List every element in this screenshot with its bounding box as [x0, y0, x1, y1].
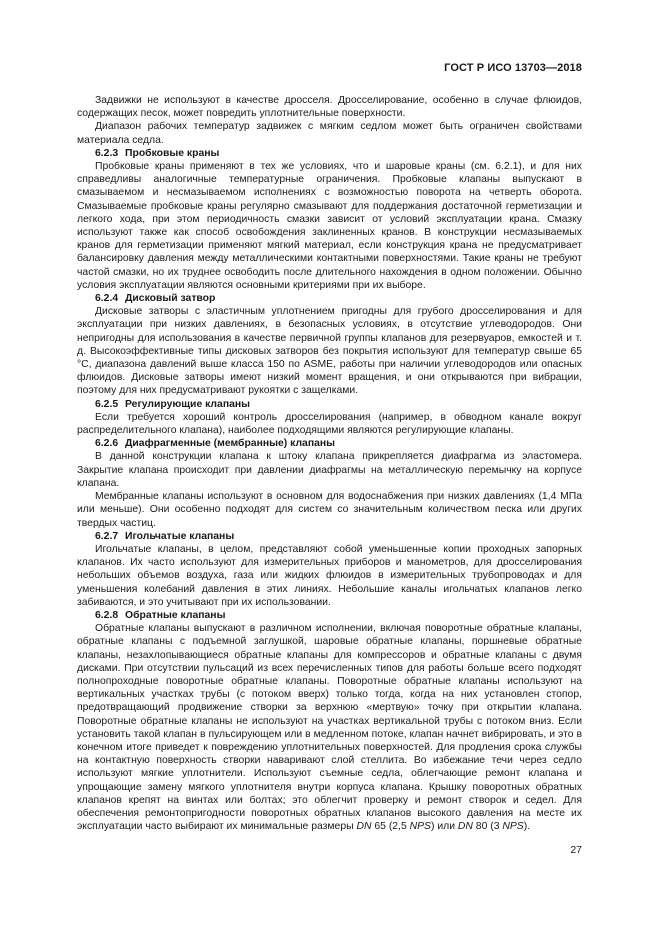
page-content [77, 94, 582, 833]
section-number: 6.2.4 [95, 293, 119, 305]
section-heading-6-2-3 [77, 147, 582, 160]
paragraph-text: Обратные клапаны выпускают в различном исполнении, включая поворотные обратные клапаны, обратные клапаны с подъемной заглушкой, шаровые обратные клапаны, поршневые обратные клапаны, незахлопывающиеся обратные клапаны для компрессоров и обратные клапаны с двумя дисками. При отсутствии пульсаций из всех перечисленных типов для работы больше всего подходят полнопроходные поворотные обратные клапаны. Поворотные обратные клапаны используют на вертикальных участках трубы (с потоком вверх) только тогда, когда на них установлен стопор, предотвращающий продвижение створки за верхнюю «мертвую» точку при открытии клапана. Поворотные обратные клапаны не используют на участках вертикальной трубы с потоком вниз. Если установить такой клапан в пульсирующем или в медленном потоке, клапан начнет вибрировать, и это в конечном итоге приведет к повреждению уплотнительных поверхностей. Для продления срока службы на контактную поверхность створки наваривают слой стеллита. Во избежание течи через седло используют мягкие уплотнители. Используют съемные седла, облегчающие ремонт клапана и упрощающие замену мягкого уплотнителя внутри корпуса клапана. Крышку поворотных обратных клапанов крепят на винтах или болтах; это облегчит проверку и ремонт створок и седел. Для обеспечения ремонтопригодности поворотных обратных клапанов высокого давления на месте их эксплуатации часто выбирают их минимальные размеры [77, 623, 582, 833]
section-6-2-8-paragraph-1 [77, 622, 582, 833]
dn-value: 80 (3 [472, 821, 503, 833]
standard-header: ГОСТ Р ИСО 13703—2018 [444, 62, 582, 74]
section-6-2-7-paragraph-1: Игольчатые клапаны, в целом, представляют собой уменьшенные копии проходных запорных клапанов. Их часто используют для измерительных приборов и манометров, для дросселирования небольших объемов воздуха, газа или жидких флюидов в измерительных трубопроводах и для уменьшения колебаний давления в этих линиях. Небольшие каналы игольчатых клапанов легко забиваются, и это учитывают при их использовании. [77, 543, 582, 608]
section-heading-6-2-6 [77, 437, 582, 450]
section-number: 6.2.5 [95, 398, 119, 410]
section-number: 6.2.7 [95, 530, 119, 542]
intro-paragraph-2: Диапазон рабочих температур задвижек с мягким седлом может быть ограничен свойствами материала седла. [77, 121, 582, 146]
section-title: Пробковые краны [125, 147, 220, 159]
section-title: Диафрагменные (мембранные) клапаны [125, 438, 336, 450]
dn-label: DN [457, 821, 473, 833]
section-heading-6-2-5 [77, 398, 582, 411]
section-6-2-6-paragraph-1: В данной конструкции клапана к штоку клапана прикрепляется диафрагма из эластомера. Закрытие клапана происходит при давлении диафрагмы на металлическую перемычку на корпусе клапана. [77, 451, 582, 489]
section-number: 6.2.6 [95, 438, 119, 450]
page-number: 27 [570, 844, 582, 856]
section-6-2-5-paragraph-1: Если требуется хороший контроль дросселирования (например, в обводном канале вокруг распределительного клапана), наиболее подходящими являются регулирующие клапаны. [77, 411, 582, 437]
section-6-2-4-paragraph-1: Дисковые затворы с эластичным уплотнением пригодны для грубого дросселирования и для эксплуатации при низких давлениях, в безопасных условиях, в отсутствие углеводородов. Они непригодны для использования в качестве первичной группы клапанов для резервуаров, емкостей и т. д. Высокоэффективные типы дисковых затворов без покрытия используют для температур свыше 65 °C, диапазона давлений выше класса 150 по ASME, работы при наличии углеводородов или опасных флюидов. Дисковые затворы имеют низкий момент вращения, и они открываются при вибрации, поэтому для них предусматривают рукоятки с защелками. [77, 306, 582, 397]
dn-value: 65 (2,5 [371, 821, 410, 833]
section-title: Обратные клапаны [125, 609, 226, 621]
paragraph-text: ). [523, 821, 531, 833]
nps-label: NPS [502, 821, 524, 833]
section-number: 6.2.3 [95, 147, 119, 159]
intro-paragraph-1: Задвижки не используют в качестве дросселя. Дросселирование, особенно в случае флюидов, содержащих песок, может повредить уплотнительные поверхности. [77, 95, 582, 120]
section-title: Игольчатые клапаны [125, 530, 235, 542]
section-number: 6.2.8 [95, 609, 119, 621]
section-6-2-6-paragraph-2: Мембранные клапаны используют в основном для водоснабжения при низких давлениях (1,4 МПа или меньше). Они особенно подходят для систем со значительным количеством песка или других твердых частиц. [77, 491, 582, 529]
section-title: Регулирующие клапаны [125, 398, 251, 410]
dn-label: DN [356, 821, 372, 833]
section-heading-6-2-7 [77, 530, 582, 543]
paragraph-text: ) или [430, 821, 458, 833]
nps-label: NPS [409, 821, 431, 833]
section-heading-6-2-4 [77, 292, 582, 305]
section-title: Дисковый затвор [125, 293, 216, 305]
section-6-2-3-paragraph-1: Пробковые краны применяют в тех же условиях, что и шаровые краны (см. 6.2.1), и для них справедливы аналогичные температурные ограничения. Пробковые клапаны выпускают в смазываемом и несмазываемом исполнениях с возможностью поворота на четверть оборота. Смазываемые пробковые краны регулярно смазывают для поддержания достаточной герметизации и легкого хода, при этом периодичность смазки зависит от условий эксплуатации крана. Смазку используют также как способ освобождения заклиненных кранов. В конструкции несмазываемых кранов для герметизации применяют мягкий материал, если конструкция крана не предусматривает балансировку давления между металлическими контактными поверхностями. Такие краны не требуют частой смазки, но их труднее освободить после длительного нахождения в одном положении. Обычно условия эксплуатации являются основными критериями при их выборе. [77, 161, 582, 291]
section-heading-6-2-8 [77, 609, 582, 622]
